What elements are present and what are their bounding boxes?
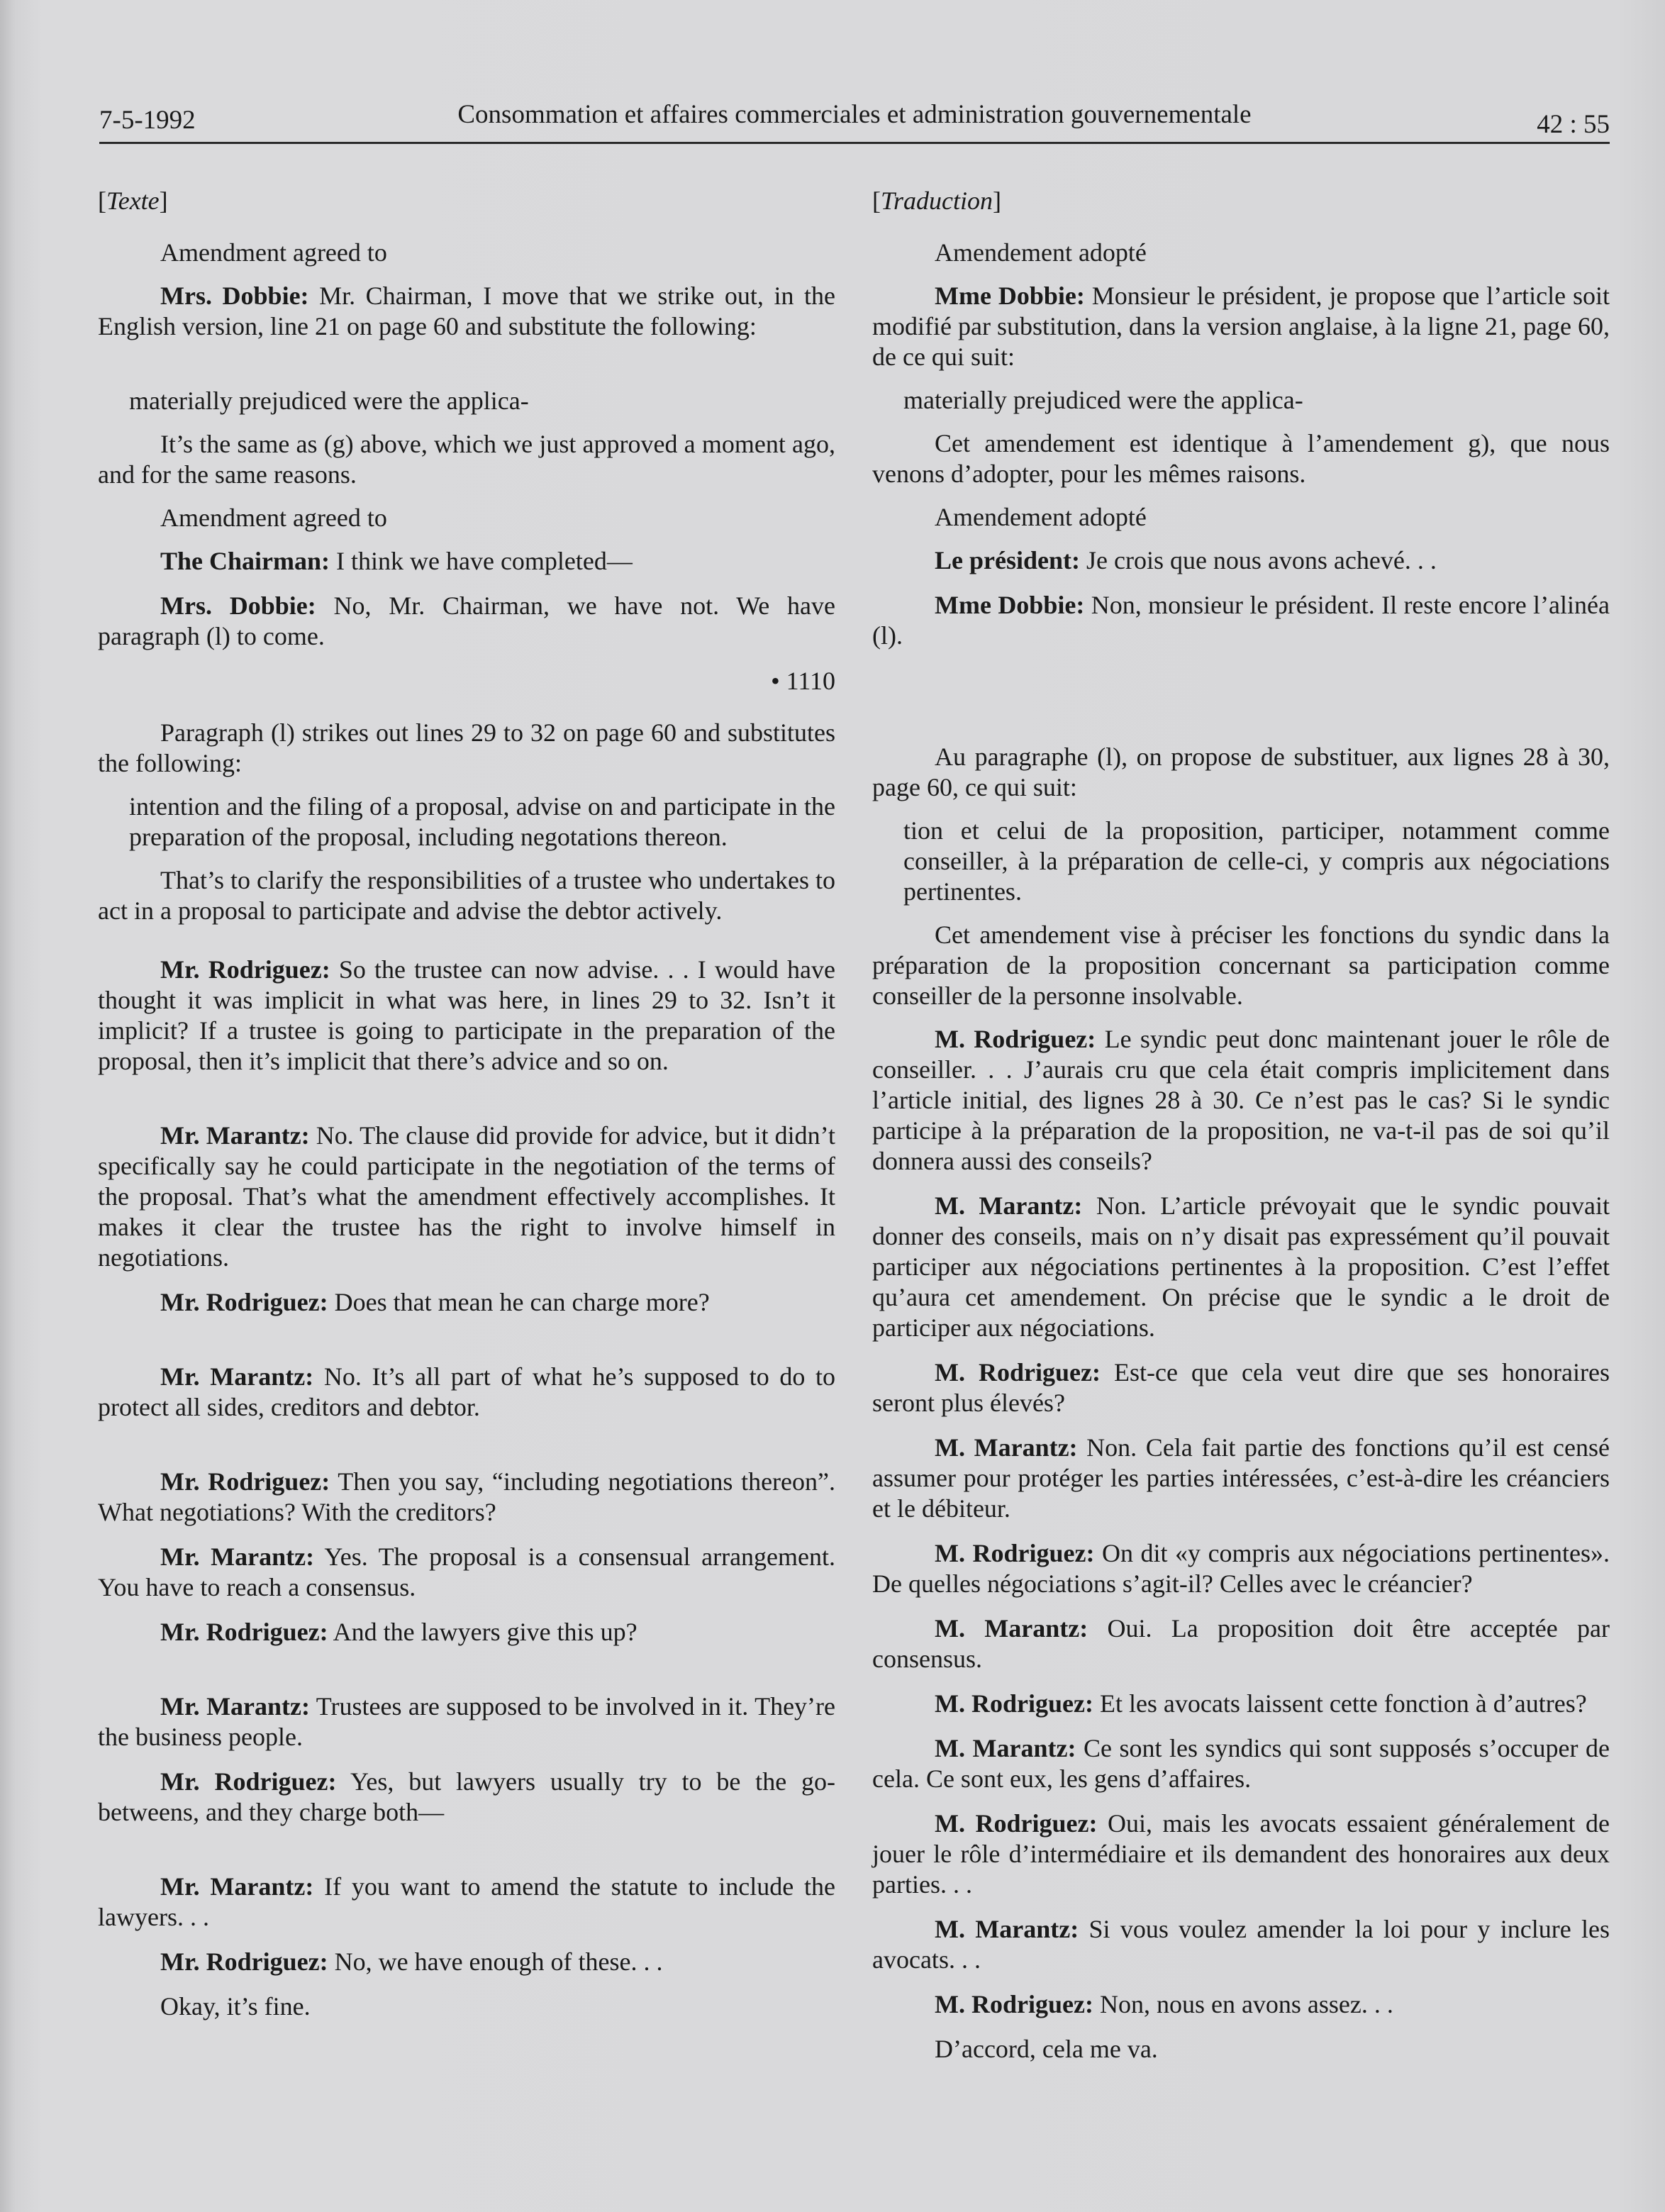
- motion-result: Amendement adopté: [935, 503, 1147, 531]
- speaker-name: M. Rodriguez:: [935, 1990, 1093, 2018]
- speaker-name: Mr. Marantz:: [160, 1692, 311, 1721]
- speech-paragraph: Mr. Rodriguez: Yes, but lawyers usually try to be the go-betweens, and they charge both—: [98, 1767, 835, 1826]
- speaker-name: Mr. Rodriguez:: [160, 1947, 328, 1976]
- header-date: 7-5-1992: [99, 106, 196, 135]
- speech-paragraph: Mrs. Dobbie: Mr. Chairman, I move that we strike out, in the English version, line 21 on page 60 and substitute the following:: [98, 282, 835, 340]
- speech-paragraph: M. Rodriguez: Et les avocats laissent cette fonction à d’autres?: [935, 1689, 1587, 1718]
- quoted-text: intention and the filing of a proposal, advise on and participate in the preparation of the proposal, including negotations thereon.: [129, 792, 835, 851]
- quoted-text: materially prejudiced were the applica-: [903, 386, 1303, 414]
- speaker-name: Mrs. Dobbie:: [160, 591, 316, 620]
- french-column: [872, 186, 1610, 2064]
- speaker-name: Mme Dobbie:: [935, 282, 1085, 310]
- quoted-text: materially prejudiced were the applica-: [129, 387, 529, 415]
- speaker-name: M. Marantz:: [935, 1433, 1078, 1462]
- paragraph: Au paragraphe (l), on propose de substituer, aux lignes 28 à 30, page 60, ce qui suit:: [872, 743, 1610, 801]
- speaker-name: M. Rodriguez:: [935, 1689, 1093, 1718]
- paragraph: Paragraph (l) strikes out lines 29 to 32 on page 60 and substitutes the following:: [98, 718, 835, 777]
- speech-paragraph: Mr. Rodriguez: And the lawyers give this up?: [160, 1618, 637, 1646]
- header-title: Consommation et affaires commerciales et administration gouvernementale: [457, 100, 1252, 129]
- speaker-name: M. Marantz:: [935, 1191, 1083, 1220]
- speech-paragraph: Mr. Marantz: No. The clause did provide for advice, but it didn’t specifically say he could participate in the negotiation of the terms of the proposal. That’s what the amendment effectively accomplishes. It makes it clear the trustee has the right to involve himself in negotiations.: [98, 1121, 835, 1272]
- speaker-name: M. Rodriguez:: [935, 1539, 1095, 1567]
- speaker-name: M. Rodriguez:: [935, 1358, 1101, 1386]
- quoted-text: tion et celui de la proposition, participer, notamment comme conseiller, à la préparation de celle-ci, y compris aux négociations pertinentes.: [903, 816, 1610, 906]
- speech-paragraph: M. Rodriguez: On dit «y compris aux négociations pertinentes». De quelles négociations s’agit-il? Celles avec le créancier?: [872, 1539, 1610, 1598]
- paragraph: Cet amendement vise à préciser les fonctions du syndic dans la préparation de la proposition concernant sa participation comme conseiller de la personne insolvable.: [872, 921, 1610, 1010]
- speaker-name: Mr. Marantz:: [160, 1543, 315, 1571]
- header-page-number: 42 : 55: [1537, 110, 1610, 139]
- paragraph: D’accord, cela me va.: [935, 2035, 1158, 2063]
- speaker-name: Mr. Rodriguez:: [160, 1288, 328, 1316]
- speech-paragraph: M. Marantz: Oui. La proposition doit être acceptée par consensus.: [872, 1614, 1610, 1673]
- speech-paragraph: M. Marantz: Ce sont les syndics qui sont supposés s’occuper de cela. Ce sont eux, les gens d’affaires.: [872, 1734, 1610, 1793]
- speech-paragraph: Mrs. Dobbie: No, Mr. Chairman, we have not. We have paragraph (l) to come.: [98, 591, 835, 650]
- speech-paragraph: Mr. Marantz: Trustees are supposed to be involved in it. They’re the business people.: [98, 1692, 835, 1751]
- timestamp: • 1110: [771, 667, 835, 695]
- paragraph: Okay, it’s fine.: [160, 1992, 311, 2021]
- speech-paragraph: Mr. Rodriguez: So the trustee can now advise. . . I would have thought it was implicit in what was here, in lines 29 to 32. Isn’t it implicit? If a trustee is going to participate in the preparation of the proposal, then it’s implicit that there’s advice and so on.: [98, 955, 835, 1075]
- speaker-name: Mr. Marantz:: [160, 1872, 314, 1901]
- speech-paragraph: Mme Dobbie: Non, monsieur le président. Il reste encore l’alinéa (l).: [872, 591, 1610, 650]
- motion-result: Amendement adopté: [935, 238, 1147, 267]
- speaker-name: Mr. Rodriguez:: [160, 1767, 337, 1796]
- speech-paragraph: The Chairman: I think we have completed—: [160, 547, 633, 575]
- speech-paragraph: Mr. Marantz: No. It’s all part of what he’s supposed to do to protect all sides, creditors and debtor.: [98, 1362, 835, 1421]
- page-header: [99, 99, 1610, 144]
- speech-paragraph: Mr. Rodriguez: Does that mean he can charge more?: [160, 1288, 710, 1316]
- speaker-name: M. Marantz:: [935, 1614, 1088, 1643]
- speech-paragraph: M. Rodriguez: Est-ce que cela veut dire que ses honoraires seront plus élevés?: [872, 1358, 1610, 1417]
- speech-paragraph: M. Rodriguez: Non, nous en avons assez. . .: [935, 1990, 1393, 2018]
- speaker-name: M. Rodriguez:: [935, 1025, 1096, 1053]
- speech-paragraph: M. Marantz: Si vous voulez amender la loi pour y inclure les avocats. . .: [872, 1915, 1610, 1974]
- motion-result: Amendment agreed to: [160, 238, 387, 267]
- speaker-name: M. Marantz:: [935, 1734, 1076, 1762]
- language-label: [Traduction]: [872, 187, 1002, 215]
- speech-paragraph: Mr. Rodriguez: Then you say, “including negotiations thereon”. What negotiations? With the creditors?: [98, 1467, 835, 1526]
- speech-paragraph: M. Marantz: Non. L’article prévoyait que le syndic pouvait donner des conseils, mais on n’y disait pas expressément qu’il pouvait participer aux négociations pertinentes à la proposition. C’est l’effet qu’aura cet amendement. On précise que le syndic a le droit de participer aux négociations.: [872, 1191, 1610, 1342]
- speech-paragraph: Le président: Je crois que nous avons achevé. . .: [935, 546, 1437, 574]
- speaker-name: The Chairman:: [160, 547, 330, 575]
- speaker-name: Mr. Marantz:: [160, 1121, 310, 1150]
- speech-paragraph: Mr. Marantz: If you want to amend the statute to include the lawyers. . .: [98, 1872, 835, 1931]
- speech-paragraph: Mr. Marantz: Yes. The proposal is a consensual arrangement. You have to reach a consensus.: [98, 1543, 836, 1601]
- english-column: [98, 186, 835, 2022]
- speaker-name: M. Rodriguez:: [935, 1809, 1098, 1838]
- speech-paragraph: Mme Dobbie: Monsieur le président, je propose que l’article soit modifié par substitution, dans la version anglaise, à la ligne 21, page 60, de ce qui suit:: [872, 282, 1610, 371]
- speech-paragraph: M. Rodriguez: Le syndic peut donc maintenant jouer le rôle de conseiller. . . J’aurais cru que cela était compris implicitement dans l’article initial, des lignes 28 à 30. Ce n’est pas le cas? Si le syndic participe à la préparation de la proposition, ne va-t-il pas de soi qu’il donnera aussi des conseils?: [872, 1025, 1610, 1175]
- speaker-name: Mme Dobbie:: [935, 591, 1085, 619]
- paragraph: It’s the same as (g) above, which we just approved a moment ago, and for the same reasons.: [98, 430, 835, 489]
- paragraph: That’s to clarify the responsibilities of a trustee who undertakes to act in a proposal to participate and advise the debtor actively.: [98, 866, 835, 925]
- speaker-name: Le président:: [935, 546, 1080, 574]
- speaker-name: Mr. Rodriguez:: [160, 955, 330, 984]
- speaker-name: M. Marantz:: [935, 1915, 1079, 1943]
- speech-paragraph: M. Rodriguez: Oui, mais les avocats essaient généralement de jouer le rôle d’intermédiaire et ils demandent des honoraires aux deux parties. . .: [872, 1809, 1610, 1899]
- speaker-name: Mr. Marantz:: [160, 1362, 314, 1391]
- speaker-name: Mr. Rodriguez:: [160, 1618, 328, 1646]
- speech-paragraph: M. Marantz: Non. Cela fait partie des fonctions qu’il est censé assumer pour protéger les parties intéressées, c’est-à-dire les créanciers et le débiteur.: [872, 1433, 1610, 1523]
- motion-result: Amendment agreed to: [160, 504, 387, 532]
- speaker-name: Mrs. Dobbie:: [160, 282, 309, 310]
- language-label: [Texte]: [98, 187, 168, 215]
- speech-paragraph: Mr. Rodriguez: No, we have enough of these. . .: [160, 1947, 663, 1976]
- paragraph: Cet amendement est identique à l’amendement g), que nous venons d’adopter, pour les mêmes raisons.: [872, 429, 1610, 488]
- speaker-name: Mr. Rodriguez:: [160, 1467, 330, 1496]
